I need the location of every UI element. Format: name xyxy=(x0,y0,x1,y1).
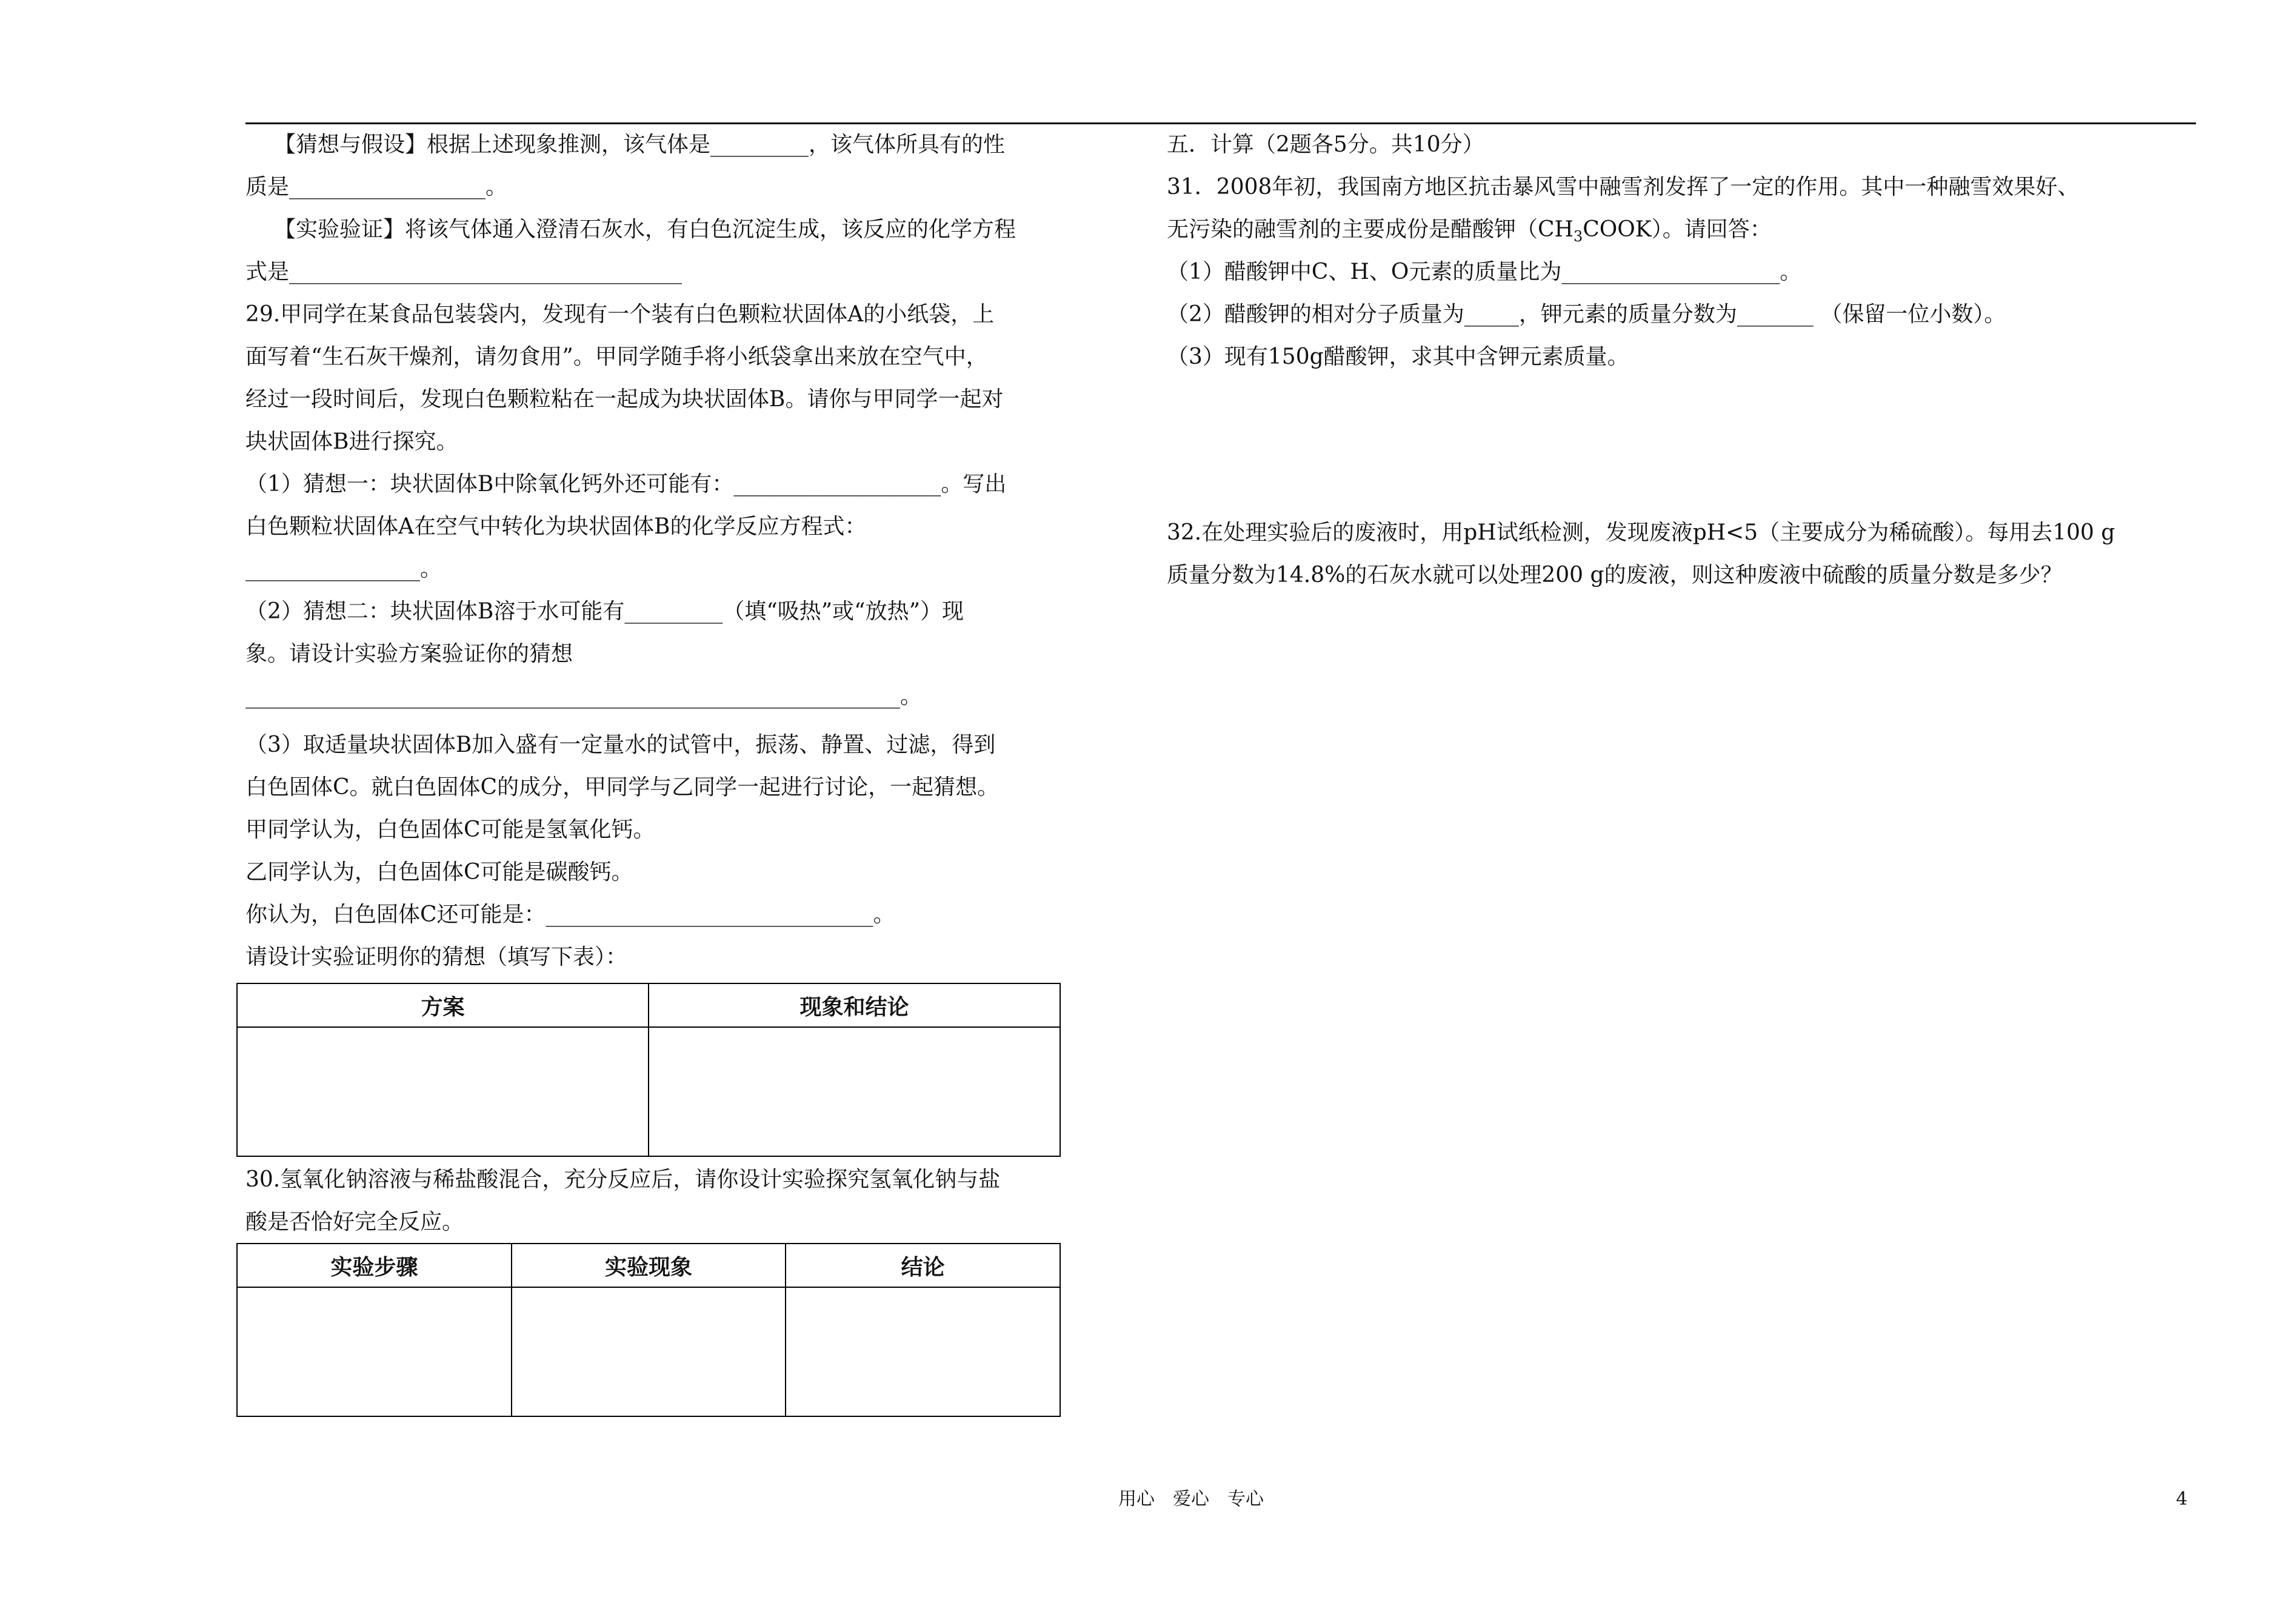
question-32-line-1: 32.在处理实验后的废液时，用pH试纸检测，发现废液pH<5（主要成分为稀硫酸）。每用去100 g xyxy=(1167,520,2115,545)
guess-2-line-2: 象。请设计实验方案验证你的猜想 xyxy=(245,641,573,666)
guess-3-line-1: （3）取适量块状固体B加入盛有一定量水的试管中，振荡、静置、过滤，得到 xyxy=(245,732,996,757)
guess-1-line-2: 白色颗粒状固体A在空气中转化为块状固体B的化学反应方程式： xyxy=(245,514,867,539)
question-31-part-3: （3）现有150g醋酸钾，求其中含钾元素质量。 xyxy=(1167,344,1629,369)
section-5-heading: 五．计算（2题各5分。共10分） xyxy=(1167,132,1484,157)
verification-text-1: 【实验验证】将该气体通入澄清石灰水，有白色沉淀生成，该反应的化学方程 xyxy=(274,217,1016,242)
question-31-line-2-start: 无污染的融雪剂的主要成份是醋酸钾（CH xyxy=(1167,217,1573,242)
guess-2-line-3: ____________________________________________________________。 xyxy=(245,684,922,709)
question-32-line-2: 质量分数为14.8%的石灰水就可以处理200 g的废液，则这种废液中硫酸的质量分数是多少？ xyxy=(1167,563,2063,588)
plan-table-header-result: 现象和结论 xyxy=(649,983,1060,1027)
experiment-table-header-conclusion: 结论 xyxy=(786,1244,1060,1287)
plan-table-cell-plan[interactable] xyxy=(237,1027,649,1156)
experiment-table-cell-conclusion[interactable] xyxy=(786,1287,1060,1416)
experiment-table-header-steps: 实验步骤 xyxy=(237,1244,512,1287)
guess-3-line-5: 你认为，白色固体C还可能是：______________________________。 xyxy=(245,902,895,927)
guess-1-line-1: （1）猜想一：块状固体B中除氧化钙外还可能有：___________________。写出 xyxy=(245,472,1007,497)
question-30-line-1: 30.氢氧化钠溶液与稀盐酸混合，充分反应后，请你设计实验探究氢氧化钠与盐 xyxy=(245,1167,1001,1192)
guess-2-line-1: （2）猜想二：块状固体B溶于水可能有_________（填“吸热”或“放热”）现 xyxy=(245,599,964,624)
guess-3-line-4: 乙同学认为，白色固体C可能是碳酸钙。 xyxy=(245,860,633,885)
question-31-part-2: （2）醋酸钾的相对分子质量为_____，钾元素的质量分数为_______ （保留一位小数）。 xyxy=(1167,302,2006,327)
hypothesis-text-2: 质是__________________。 xyxy=(245,175,508,199)
plan-table xyxy=(236,983,1061,1157)
experiment-table-header-phenomena: 实验现象 xyxy=(512,1244,786,1287)
question-31-line-1: 31．2008年初，我国南方地区抗击暴风雪中融雪剂发挥了一定的作用。其中一种融雪效果好、 xyxy=(1167,175,2080,199)
plan-table-cell-result[interactable] xyxy=(649,1027,1060,1156)
guess-3-line-2: 白色固体C。就白色固体C的成分，甲同学与乙同学一起进行讨论，一起猜想。 xyxy=(245,775,999,800)
header-rule xyxy=(245,122,2196,124)
guess-1-line-3: ________________。 xyxy=(245,557,442,581)
hypothesis-text-1: 【猜想与假设】根据上述现象推测，该气体是_________，该气体所具有的性 xyxy=(274,132,1006,157)
question-29-line-1: 29.甲同学在某食品包装袋内，发现有一个装有白色颗粒状固体A的小纸袋，上 xyxy=(245,302,995,327)
experiment-table-cell-phenomena[interactable] xyxy=(512,1287,786,1416)
question-30-line-2: 酸是否恰好完全反应。 xyxy=(245,1210,464,1234)
guess-3-line-3: 甲同学认为，白色固体C可能是氢氧化钙。 xyxy=(245,817,655,842)
experiment-table-cell-steps[interactable] xyxy=(237,1287,512,1416)
question-31-line-2-end: COOK）。请回答： xyxy=(1583,217,1772,242)
footer-motto: 用心 爱心 专心 xyxy=(1118,1488,1264,1510)
subscript-3: 3 xyxy=(1573,228,1583,246)
question-29-line-3: 经过一段时间后，发现白色颗粒粘在一起成为块状固体B。请你与甲同学一起对 xyxy=(245,387,1004,412)
page-number: 4 xyxy=(2176,1488,2188,1510)
question-31-line-2 xyxy=(1167,216,1772,244)
verification-text-2: 式是____________________________________ xyxy=(245,260,682,284)
guess-3-line-6: 请设计实验证明你的猜想（填写下表）： xyxy=(245,945,628,969)
experiment-table xyxy=(236,1243,1061,1417)
question-31-part-1: （1）醋酸钾中C、H、O元素的质量比为____________________。 xyxy=(1167,260,1802,284)
question-29-line-4: 块状固体B进行探究。 xyxy=(245,429,458,454)
question-29-line-2: 面写着“生石灰干燥剂，请勿食用”。甲同学随手将小纸袋拿出来放在空气中， xyxy=(245,344,988,369)
plan-table-header-plan: 方案 xyxy=(237,983,649,1027)
